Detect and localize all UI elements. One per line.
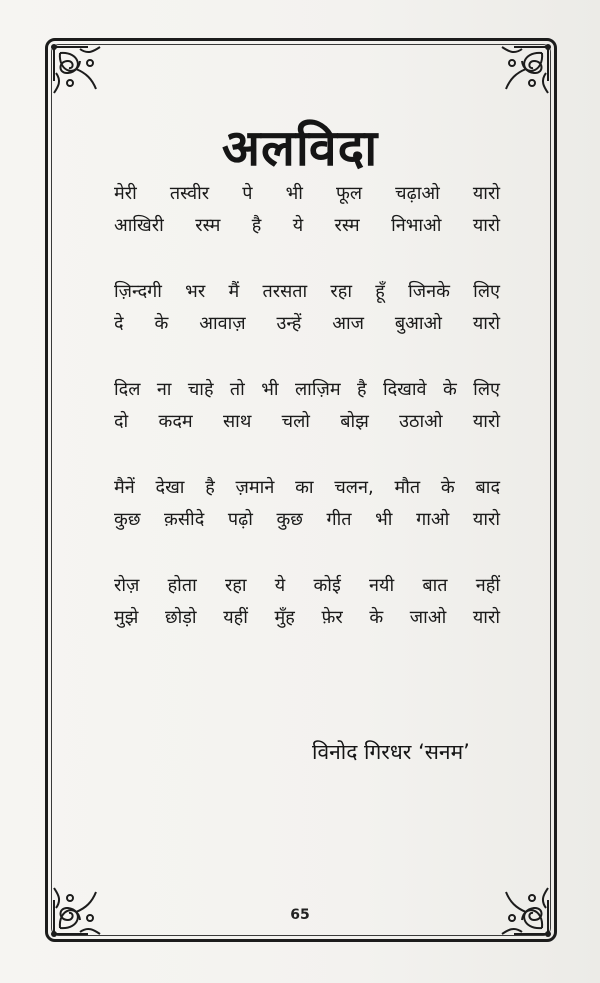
poem-line: दे के आवाज़ उन्हें आज बुआओ यारो [114, 313, 500, 334]
poem-line: ज़िन्दगी भर मैं तरसता रहा हूँ जिनके लिए [114, 281, 500, 302]
poem-line: मैनें देखा है ज़माने का चलन, मौत के बाद [114, 477, 500, 498]
poem-line: रोज़ होता रहा ये कोई नयी बात नहीं [114, 575, 500, 596]
poem-body [114, 178, 500, 668]
stanza [114, 374, 500, 438]
poem-line: मुझे छोड़ो यहीं मुँह फ़ेर के जाओ यारो [114, 607, 500, 628]
flourish-icon [492, 43, 552, 103]
poem-line: दिल ना चाहे तो भी लाज़िम है दिखावे के लिए [114, 379, 500, 400]
poem-line: कुछ क़सीदे पढ़ो कुछ गीत भी गाओ यारो [114, 509, 500, 530]
poem-line: दो कदम साथ चलो बोझ उठाओ यारो [114, 411, 500, 432]
poem-title: अलविदा [221, 119, 379, 177]
stanza [114, 472, 500, 536]
page-number: 65 [290, 907, 310, 923]
stanza [114, 570, 500, 634]
flourish-icon [50, 43, 110, 103]
stanza [114, 276, 500, 340]
author-signature: विनोद गिरधर ‘सनम’ [312, 740, 470, 764]
poem-line: मेरी तस्वीर पे भी फूल चढ़ाओ यारो [114, 183, 500, 204]
corner-ornament-top-right [492, 43, 552, 103]
poem-line: आखिरी रस्म है ये रस्म निभाओ यारो [114, 215, 500, 236]
corner-ornament-top-left [50, 43, 110, 103]
stanza [114, 178, 500, 242]
